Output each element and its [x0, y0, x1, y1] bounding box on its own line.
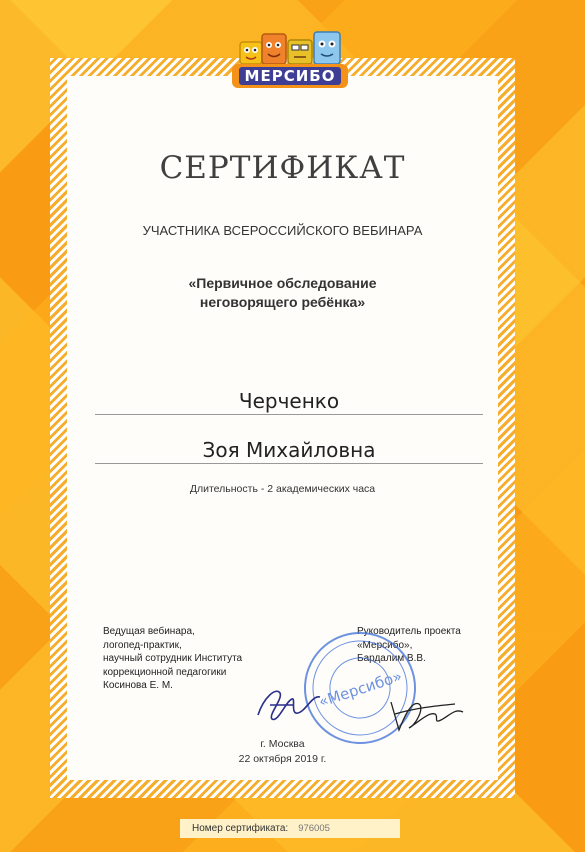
stamp-text: «Мерсибо» [316, 667, 405, 711]
certificate-number-box [180, 819, 400, 838]
left-signatory-line: коррекционной педагогики [103, 666, 227, 678]
participant-given-names: Зоя Михайловна [95, 438, 483, 464]
webinar-topic [67, 274, 498, 312]
duration-text: Длительность - 2 академических часа [189, 483, 376, 495]
left-signatory-line: научный сотрудник Института [103, 653, 243, 664]
logo-text: МЕРСИБО [239, 67, 342, 85]
certificate-number-label: Номер сертификата: [192, 823, 289, 834]
webinar-topic-line1: «Первичное обследование [188, 275, 377, 291]
issue-date: 22 октября 2019 г. [238, 753, 327, 765]
certificate-title: СЕРТИФИКАТ [159, 150, 406, 186]
mersibo-logo [232, 30, 348, 88]
right-signatory-line: Руководитель проекта [357, 626, 461, 637]
place-and-date [67, 737, 498, 767]
certificate-subtitle: УЧАСТНИКА ВСЕРОССИЙСКОГО ВЕБИНАРА [142, 223, 423, 238]
left-signature [250, 675, 330, 730]
right-signatory-line: Бардалим В.В. [357, 653, 426, 664]
right-signature [385, 690, 470, 740]
left-signatory-line: логопед-практик, [103, 639, 182, 651]
webinar-topic-line2: неговорящего ребёнка» [199, 294, 366, 310]
issue-place: г. Москва [260, 738, 305, 750]
participant-surname: Черченко [95, 389, 483, 415]
left-signatory-line: Ведущая вебинара, [103, 626, 195, 637]
logo-badge [232, 64, 348, 88]
certificate-number-value: 976005 [298, 823, 330, 834]
right-signatory-line: «Мерсибо», [357, 639, 413, 651]
left-signatory-line: Косинова Е. М. [103, 680, 173, 691]
